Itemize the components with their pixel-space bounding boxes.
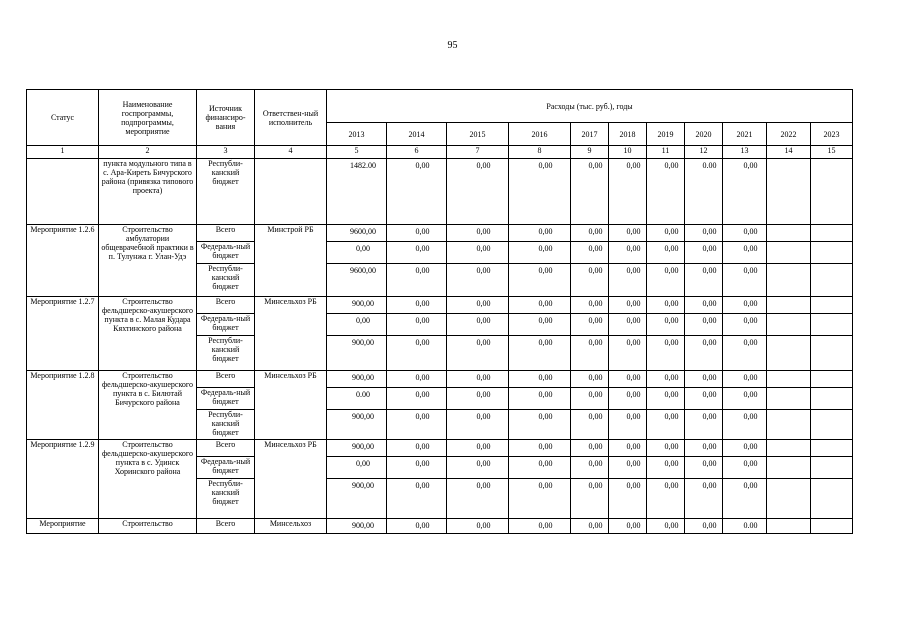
value-cell: 0,00	[509, 457, 571, 479]
value-cell	[811, 388, 853, 410]
value-cell: 0,00	[447, 410, 509, 440]
column-number: 14	[767, 146, 811, 159]
header-year: 2017	[571, 123, 609, 146]
value-cell: 0,00	[509, 388, 571, 410]
value-cell: 0,00	[509, 264, 571, 297]
value-cell: 0,00	[685, 225, 723, 242]
value-cell: 0,00	[647, 371, 685, 388]
value-cell: 0,00	[387, 314, 447, 336]
value-cell: 0,00	[609, 388, 647, 410]
value-cell: 0,00	[387, 457, 447, 479]
column-number: 7	[447, 146, 509, 159]
value-cell: 0,00	[387, 479, 447, 519]
value-cell	[767, 264, 811, 297]
value-cell	[767, 225, 811, 242]
executor-cell: Минсельхоз РБ	[255, 440, 327, 519]
value-cell: 0,00	[509, 371, 571, 388]
value-cell: 0,00	[685, 297, 723, 314]
page-number: 95	[447, 40, 458, 51]
name-cell: Строительство	[99, 519, 197, 534]
value-cell: 0,00	[685, 314, 723, 336]
executor-cell: Минсельхоз РБ	[255, 297, 327, 371]
value-cell: 900,00	[327, 410, 387, 440]
value-cell: 0,00	[387, 264, 447, 297]
header-year: 2018	[609, 123, 647, 146]
value-cell: 0,00	[327, 242, 387, 264]
column-number: 3	[197, 146, 255, 159]
value-cell: 0,00	[509, 440, 571, 457]
value-cell: 0,00	[647, 479, 685, 519]
value-cell: 0,00	[647, 519, 685, 534]
value-cell	[767, 314, 811, 336]
value-cell: 0,00	[685, 264, 723, 297]
value-cell: 0,00	[685, 242, 723, 264]
header-executor: Ответствен-ный исполнитель	[255, 90, 327, 146]
value-cell	[811, 519, 853, 534]
value-cell: 0,00	[609, 314, 647, 336]
value-cell: 900,00	[327, 479, 387, 519]
value-cell: 0,00	[509, 410, 571, 440]
value-cell	[811, 297, 853, 314]
value-cell: 0,00	[723, 479, 767, 519]
value-cell: 0,00	[723, 371, 767, 388]
header-year: 2019	[647, 123, 685, 146]
source-cell: Федераль-ный бюджет	[197, 457, 255, 479]
value-cell: 0,00	[647, 297, 685, 314]
value-cell: 0,00	[723, 457, 767, 479]
source-cell: Всего	[197, 440, 255, 457]
name-cell: Строительство фельдшерско-акушерского пункта в с. Удинск Хоринского района	[99, 440, 197, 519]
status-cell: Мероприятие 1.2.7	[27, 297, 99, 371]
value-cell: 0,00	[609, 242, 647, 264]
value-cell: 0,00	[685, 479, 723, 519]
value-cell: 0,00	[647, 314, 685, 336]
value-cell: 0,00	[723, 388, 767, 410]
value-cell: 0,00	[509, 159, 571, 225]
value-cell: 0,00	[571, 242, 609, 264]
header-year: 2013	[327, 123, 387, 146]
value-cell: 0,00	[723, 297, 767, 314]
value-cell: 0,00	[327, 314, 387, 336]
value-cell: 0,00	[609, 479, 647, 519]
value-cell: 0,00	[609, 225, 647, 242]
value-cell: 0,00	[327, 457, 387, 479]
column-number: 1	[27, 146, 99, 159]
value-cell: 0,00	[447, 242, 509, 264]
value-cell: 9600,00	[327, 264, 387, 297]
value-cell: 0,00	[447, 264, 509, 297]
column-number: 13	[723, 146, 767, 159]
value-cell: 0,00	[447, 371, 509, 388]
value-cell	[767, 336, 811, 371]
value-cell: 9600,00	[327, 225, 387, 242]
value-cell	[767, 457, 811, 479]
source-cell: Всего	[197, 519, 255, 534]
value-cell: 0,00	[447, 457, 509, 479]
header-source: Источник финансиро-вания	[197, 90, 255, 146]
value-cell: 0,00	[387, 388, 447, 410]
value-cell: 0,00	[571, 457, 609, 479]
value-cell: 900,00	[327, 440, 387, 457]
header-year: 2016	[509, 123, 571, 146]
value-cell: 0,00	[571, 519, 609, 534]
value-cell: 0,00	[509, 225, 571, 242]
value-cell: 0,00	[509, 519, 571, 534]
value-cell: 0,00	[509, 336, 571, 371]
column-number: 5	[327, 146, 387, 159]
value-cell: 0,00	[447, 336, 509, 371]
name-cell: Строительство фельдшерско-акушерского пункта в с. Малая Кудара Кяхтинского района	[99, 297, 197, 371]
value-cell: 0,00	[387, 297, 447, 314]
value-cell: 0,00	[571, 314, 609, 336]
value-cell: 0,00	[447, 159, 509, 225]
value-cell: 0,00	[647, 225, 685, 242]
source-cell: Республи-канский бюджет	[197, 479, 255, 519]
value-cell: 0,00	[571, 410, 609, 440]
column-number: 10	[609, 146, 647, 159]
executor-cell	[255, 159, 327, 225]
value-cell: 0,00	[447, 440, 509, 457]
value-cell: 0,00	[387, 225, 447, 242]
value-cell: 0,00	[447, 314, 509, 336]
name-cell: пункта модульного типа в с. Ара-Киреть Бичурского района (привязка типового проекта)	[99, 159, 197, 225]
value-cell	[811, 440, 853, 457]
value-cell: 0,00	[509, 297, 571, 314]
value-cell: 0,00	[387, 159, 447, 225]
value-cell	[767, 371, 811, 388]
value-cell: 0,00	[723, 264, 767, 297]
value-cell: 0,00	[647, 457, 685, 479]
value-cell: 0,00	[447, 519, 509, 534]
value-cell	[767, 242, 811, 264]
value-cell	[811, 371, 853, 388]
value-cell	[811, 264, 853, 297]
value-cell: 0,00	[647, 159, 685, 225]
value-cell: 0.00	[723, 519, 767, 534]
value-cell	[811, 410, 853, 440]
value-cell: 0,00	[509, 242, 571, 264]
value-cell: 0,00	[571, 440, 609, 457]
value-cell: 0,00	[609, 159, 647, 225]
value-cell	[811, 314, 853, 336]
value-cell: 0,00	[723, 410, 767, 440]
value-cell: 0.00	[327, 388, 387, 410]
status-cell	[27, 159, 99, 225]
value-cell: 0,00	[723, 314, 767, 336]
value-cell: 0,00	[387, 242, 447, 264]
status-cell: Мероприятие	[27, 519, 99, 534]
value-cell: 0,00	[387, 371, 447, 388]
value-cell: 0,00	[723, 242, 767, 264]
value-cell: 0,00	[571, 388, 609, 410]
value-cell: 0,00	[723, 440, 767, 457]
column-number: 9	[571, 146, 609, 159]
value-cell: 0,00	[447, 225, 509, 242]
value-cell: 900,00	[327, 371, 387, 388]
value-cell: 0,00	[609, 264, 647, 297]
value-cell: 0,00	[609, 440, 647, 457]
table-row	[27, 519, 853, 534]
value-cell: 900,00	[327, 297, 387, 314]
value-cell: 0,00	[571, 225, 609, 242]
value-cell: 0,00	[609, 519, 647, 534]
source-cell: Республи-канский бюджет	[197, 336, 255, 371]
value-cell: 0,00	[685, 457, 723, 479]
source-cell: Всего	[197, 371, 255, 388]
source-cell: Всего	[197, 225, 255, 242]
name-cell: Строительство фельдшерско-акушерского пункта в с. Билютай Бичурского района	[99, 371, 197, 440]
status-cell: Мероприятие 1.2.9	[27, 440, 99, 519]
table-row	[27, 440, 853, 457]
value-cell: 0,00	[647, 388, 685, 410]
value-cell	[811, 457, 853, 479]
value-cell: 0,00	[685, 336, 723, 371]
column-number: 15	[811, 146, 853, 159]
column-number: 6	[387, 146, 447, 159]
executor-cell: Минсельхоз РБ	[255, 371, 327, 440]
name-cell: Строительство амбулатории общеврачебной практики в п. Тулунжа г. Улан-Удэ	[99, 225, 197, 297]
value-cell: 0,00	[723, 336, 767, 371]
table-row	[27, 225, 853, 242]
value-cell: 0,00	[685, 410, 723, 440]
source-cell: Федераль-ный бюджет	[197, 314, 255, 336]
value-cell	[767, 440, 811, 457]
value-cell: 0,00	[387, 519, 447, 534]
value-cell: 0,00	[387, 410, 447, 440]
value-cell: 0,00	[647, 242, 685, 264]
table-row	[27, 297, 853, 314]
executor-cell: Минстрой РБ	[255, 225, 327, 297]
value-cell: 0,00	[509, 314, 571, 336]
column-number: 8	[509, 146, 571, 159]
expenses-table	[26, 89, 853, 534]
value-cell: 0,00	[647, 440, 685, 457]
source-cell: Республи-канский бюджет	[197, 264, 255, 297]
column-number: 12	[685, 146, 723, 159]
value-cell: 0,00	[571, 371, 609, 388]
column-number: 11	[647, 146, 685, 159]
value-cell: 0,00	[609, 410, 647, 440]
value-cell: 0,00	[571, 297, 609, 314]
value-cell: 0,00	[685, 519, 723, 534]
value-cell	[767, 388, 811, 410]
source-cell: Республи-канский бюджет	[197, 159, 255, 225]
value-cell: 900,00	[327, 519, 387, 534]
value-cell: 1482.00	[327, 159, 387, 225]
value-cell: 0,00	[723, 225, 767, 242]
value-cell: 0.00	[685, 159, 723, 225]
source-cell: Всего	[197, 297, 255, 314]
value-cell: 0,00	[685, 440, 723, 457]
value-cell	[811, 225, 853, 242]
header-status: Статус	[27, 90, 99, 146]
value-cell: 0,00	[571, 159, 609, 225]
value-cell: 0,00	[509, 479, 571, 519]
value-cell: 0,00	[387, 336, 447, 371]
value-cell: 0,00	[447, 297, 509, 314]
status-cell: Мероприятие 1.2.8	[27, 371, 99, 440]
value-cell	[767, 519, 811, 534]
source-cell: Федераль-ный бюджет	[197, 242, 255, 264]
value-cell	[767, 159, 811, 225]
value-cell: 0,00	[447, 479, 509, 519]
value-cell: 0,00	[685, 388, 723, 410]
value-cell	[811, 336, 853, 371]
value-cell	[811, 159, 853, 225]
header-year: 2015	[447, 123, 509, 146]
value-cell: 0,00	[609, 457, 647, 479]
source-cell: Республи-канский бюджет	[197, 410, 255, 440]
value-cell: 0,00	[685, 371, 723, 388]
value-cell: 0,00	[609, 371, 647, 388]
value-cell	[767, 410, 811, 440]
value-cell: 0,00	[571, 336, 609, 371]
executor-cell: Минсельхоз	[255, 519, 327, 534]
header-year: 2022	[767, 123, 811, 146]
value-cell: 900,00	[327, 336, 387, 371]
value-cell: 0,00	[387, 440, 447, 457]
value-cell	[811, 479, 853, 519]
header-year: 2023	[811, 123, 853, 146]
value-cell: 0,00	[609, 336, 647, 371]
header-year: 2020	[685, 123, 723, 146]
value-cell	[811, 242, 853, 264]
table-row	[27, 371, 853, 388]
value-cell: 0,00	[723, 159, 767, 225]
value-cell: 0,00	[609, 297, 647, 314]
value-cell: 0,00	[647, 410, 685, 440]
value-cell: 0,00	[571, 479, 609, 519]
source-cell: Федераль-ный бюджет	[197, 388, 255, 410]
value-cell: 0,00	[647, 336, 685, 371]
column-number: 2	[99, 146, 197, 159]
value-cell: 0,00	[447, 388, 509, 410]
status-cell: Мероприятие 1.2.6	[27, 225, 99, 297]
value-cell	[767, 297, 811, 314]
table-row	[27, 159, 853, 225]
header-year: 2014	[387, 123, 447, 146]
header-year: 2021	[723, 123, 767, 146]
header-name: Наименование госпрограммы, подпрограммы, мероприятие	[99, 90, 197, 146]
value-cell: 0,00	[647, 264, 685, 297]
value-cell: 0,00	[571, 264, 609, 297]
value-cell	[767, 479, 811, 519]
column-number: 4	[255, 146, 327, 159]
header-expenses: Расходы (тыс. руб.), годы	[327, 90, 853, 123]
